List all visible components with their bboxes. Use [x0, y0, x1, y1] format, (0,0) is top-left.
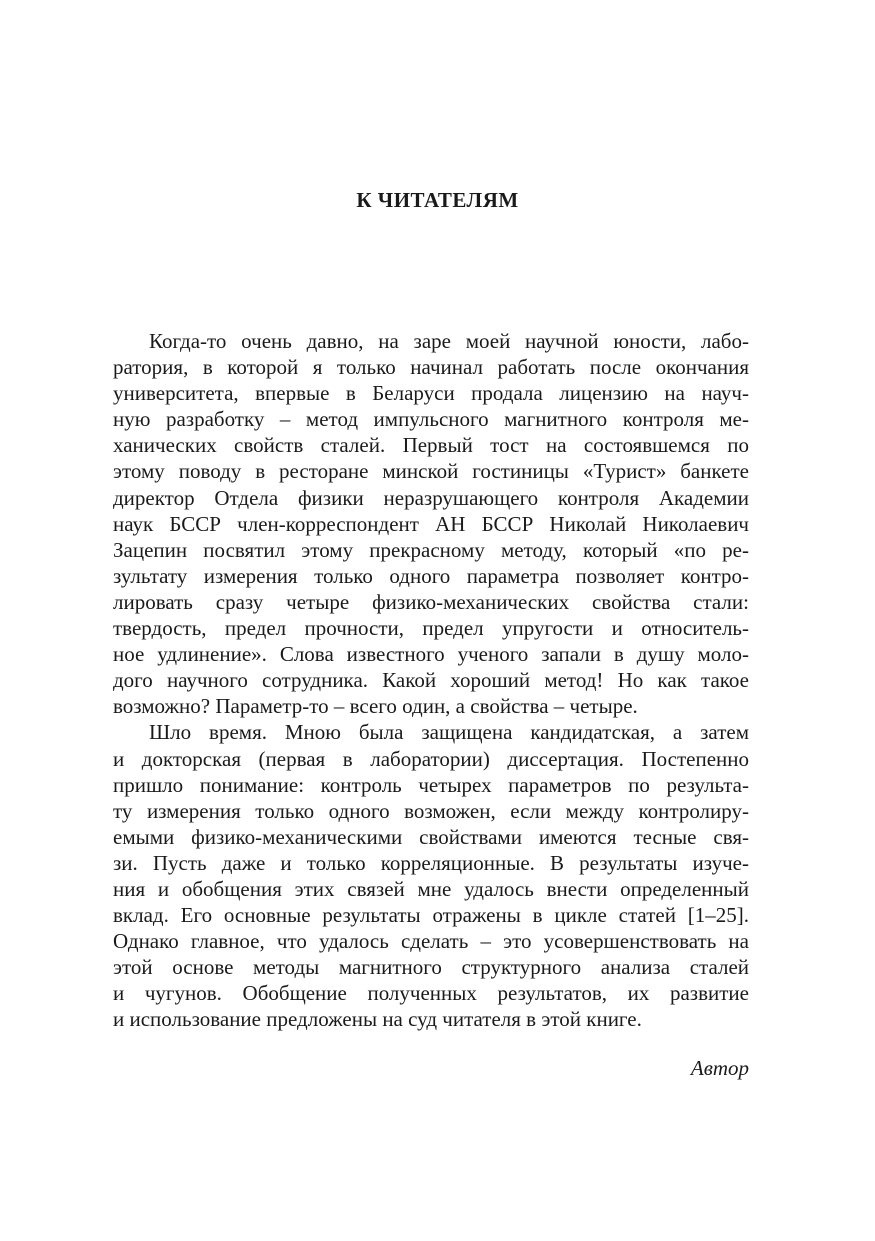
- text-line: Когда-то очень давно, на заре моей научной юности, лабо-: [149, 329, 749, 353]
- text-line: ту измерения только одного возможен, если между контролиру-: [113, 798, 749, 823]
- text-line: ханических свойств сталей. Первый тост на состоявшемся по: [113, 433, 749, 458]
- text-line: ния и обобщения этих связей мне удалось внести определенный: [113, 876, 749, 901]
- paragraph-2: [113, 719, 749, 1032]
- page-title: К ЧИТАТЕЛЯМ: [356, 188, 519, 212]
- paragraph-1: [113, 328, 749, 719]
- text-line: вклад. Его основные результаты отражены в цикле статей [1–25].: [113, 903, 749, 928]
- body-text: [113, 328, 749, 1033]
- text-line: и докторская (первая в лаборатории) диссертация. Постепенно: [113, 746, 749, 771]
- text-line: зи. Пусть даже и только корреляционные. В результаты изуче-: [113, 850, 749, 875]
- text-line: наук БССР член-корреспондент АН БССР Николай Николаевич: [113, 511, 749, 536]
- text-line: Однако главное, что удалось сделать – это усовершенствовать на: [113, 929, 749, 954]
- text-line: университета, впервые в Беларуси продала лицензию на науч-: [113, 381, 749, 406]
- text-line: твердость, предел прочности, предел упругости и относитель-: [113, 616, 749, 641]
- text-line: зультату измерения только одного параметра позволяет контро-: [113, 563, 749, 588]
- text-line: пришло понимание: контроль четырех параметров по результа-: [113, 772, 749, 797]
- text-line: лировать сразу четыре физико-механических свойства стали:: [113, 589, 749, 614]
- author-signature: Автор: [690, 1056, 749, 1080]
- text-line: и чугунов. Обобщение полученных результатов, их развитие: [113, 981, 749, 1006]
- text-line: этой основе методы магнитного структурного анализа сталей: [113, 955, 749, 980]
- text-line: директор Отдела физики неразрушающего контроля Академии: [113, 485, 749, 510]
- text-line: дого научного сотрудника. Какой хороший метод! Но как такое: [113, 668, 749, 693]
- text-line: Зацепин посвятил этому прекрасному методу, который «по ре-: [113, 537, 749, 562]
- text-line: этому поводу в ресторане минской гостиницы «Турист» банкете: [113, 459, 749, 484]
- text-line: Шло время. Мною была защищена кандидатская, а затем: [149, 720, 749, 745]
- text-line: емыми физико-механическими свойствами имеются тесные свя-: [113, 824, 749, 849]
- text-line: ную разработку – метод импульсного магнитного контроля ме-: [113, 407, 749, 432]
- text-line: ное удлинение». Слова известного ученого запали в душу моло-: [113, 642, 749, 667]
- text-line: возможно? Параметр-то – всего один, а свойства – четыре.: [113, 694, 638, 719]
- text-line: и использование предложены на суд читателя в этой книге.: [113, 1007, 642, 1032]
- text-line: ратория, в которой я только начинал работать после окончания: [113, 355, 749, 380]
